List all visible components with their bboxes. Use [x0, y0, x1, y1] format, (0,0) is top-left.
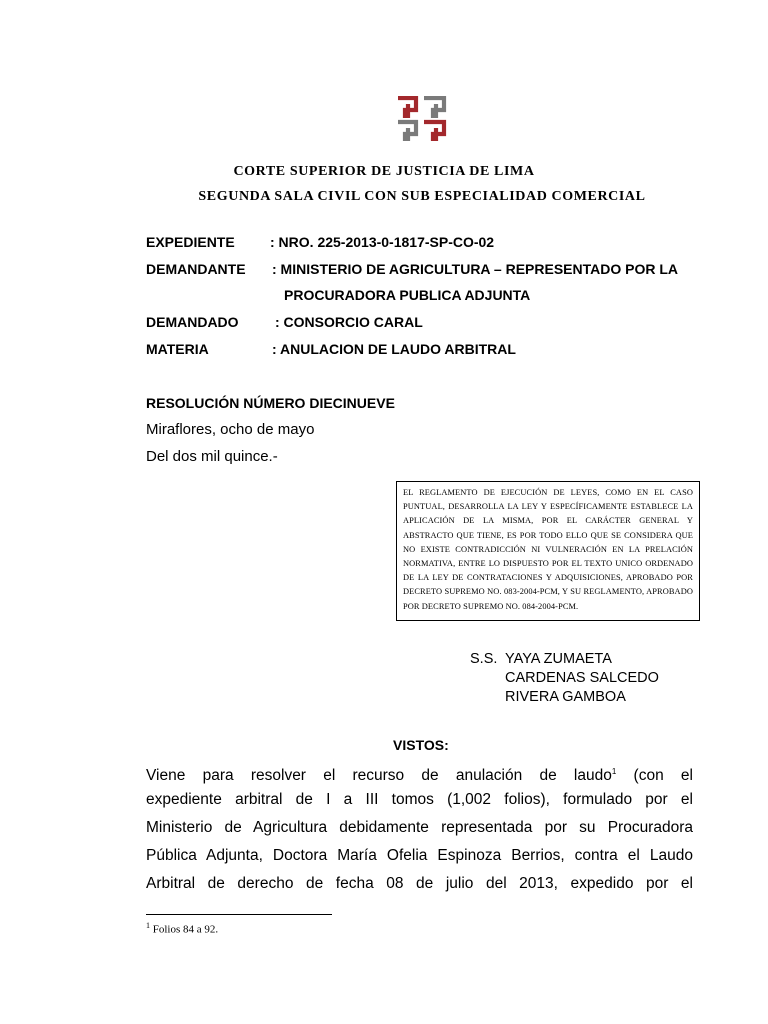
date-year: Del dos mil quince.- — [146, 448, 278, 465]
resolution-title: RESOLUCIÓN NÚMERO DIECINUEVE — [146, 395, 395, 411]
court-name: CORTE SUPERIOR DE JUSTICIA DE LIMA — [233, 164, 535, 179]
expediente-label: EXPEDIENTE — [146, 234, 235, 250]
demandante-label: DEMANDANTE — [146, 261, 246, 277]
place-date: Miraflores, ocho de mayo — [146, 421, 315, 438]
vistos-line-4: Pública Adjunta, Doctora María Ofelia Espinoza Berrios, contra el Laudo — [146, 847, 693, 864]
footnote-number: 1 — [146, 921, 150, 930]
vistos-line-5: Arbitral de derecho de fecha 08 de julio del 2013, expedido por el — [146, 875, 693, 892]
judge-name-1: YAYA ZUMAETA — [505, 651, 612, 667]
sumilla-text: EL REGLAMENTO DE EJECUCIÓN DE LEYES, COMO EN EL CASO PUNTUAL, DESARROLLA LA LEY Y ESPECÍFICAMENTE ESTABLECE LA APLICACIÓN DE LA MISMA, POR EL CARÁCTER GENERAL Y ABSTRACTO QUE TIENE, ES POR TODO ELLO QUE SE CONSIDERA QUE NO EXISTE CONTRADICCIÓN NI VULNERACIÓN EN LA PRELACIÓN NORMATIVA, ENTRE LO DISPUESTO POR EL TEXTO UNICO ORDENADO DE LA LEY DE CONTRATACIONES Y ADQUISICIONES, APROBADO POR DECRETO SUPREMO NO. 083-2004-PCM, Y SU REGLAMENTO, APROBADO POR DECRETO SUPREMO NO. 084-2004-PCM. — [403, 488, 693, 611]
footnote-ref: 1 — [611, 767, 617, 776]
vistos-line-1: Viene para resolver el recurso de anulación de laudo$^1$ (con el — [146, 767, 693, 785]
demandante-value-cont: PROCURADORA PUBLICA ADJUNTA — [284, 287, 531, 303]
chamber-name: SEGUNDA SALA CIVIL CON SUB ESPECIALIDAD COMERCIAL — [198, 189, 646, 204]
demandante-value: : MINISTERIO DE AGRICULTURA – REPRESENTADO POR LA — [272, 261, 679, 277]
footnote-divider — [146, 914, 332, 915]
vistos-line-2: expediente arbitral de I a III tomos (1,002 folios), formulado por el — [146, 791, 693, 808]
demandado-label: DEMANDADO — [146, 314, 239, 330]
sumilla-box — [396, 481, 700, 621]
footnote-text: Folios 84 a 92. — [150, 923, 219, 936]
footnote — [146, 921, 218, 936]
expediente-value: : NRO. 225-2013-0-1817-SP-CO-02 — [270, 234, 495, 250]
demandado-value: : CONSORCIO CARAL — [275, 314, 423, 330]
materia-value: : ANULACION DE LAUDO ARBITRAL — [272, 341, 516, 357]
vistos-line-3: Ministerio de Agricultura debidamente representada por su Procuradora — [146, 819, 693, 836]
judiciary-logo — [396, 96, 448, 142]
judge-name-2: CARDENAS SALCEDO — [505, 670, 659, 686]
judges-prefix: S.S. — [470, 651, 498, 667]
vistos-heading: VISTOS: — [393, 737, 449, 753]
judge-name-3: RIVERA GAMBOA — [505, 689, 626, 705]
materia-label: MATERIA — [146, 341, 209, 357]
